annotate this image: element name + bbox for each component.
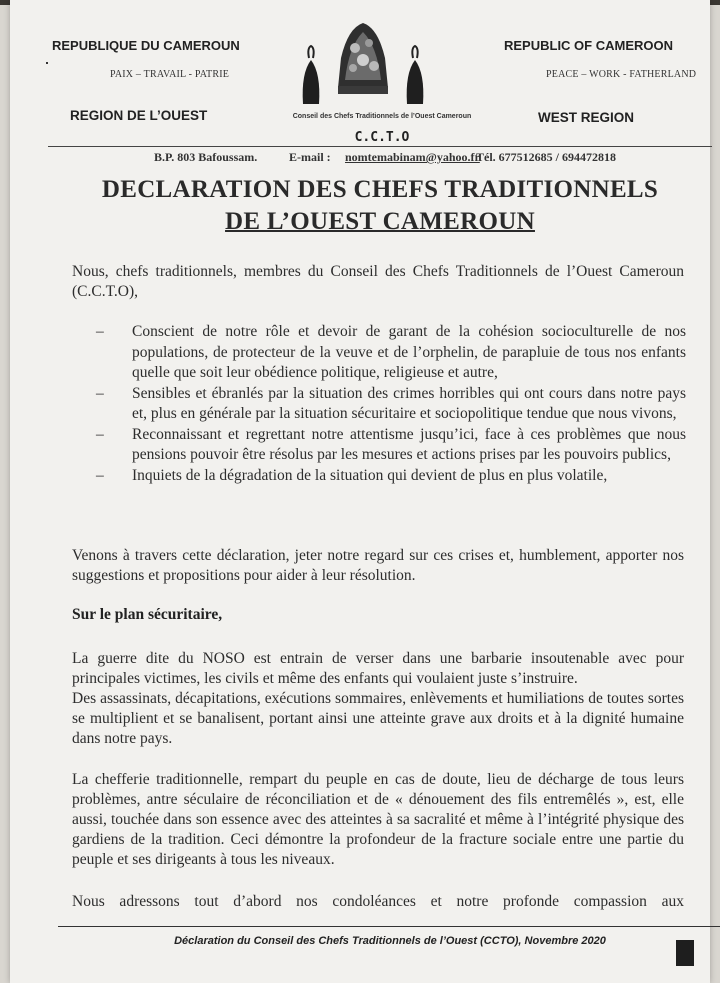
bullet-dash: – — [96, 425, 104, 443]
footer-divider — [58, 926, 720, 927]
list-item-text: Inquiets de la dégradation de la situation qui devient de plus en plus volatile, — [132, 466, 608, 484]
left-motto: PAIX – TRAVAIL - PATRIE — [110, 69, 230, 80]
title-line-1: DECLARATION DES CHEFS TRADITIONNELS — [101, 176, 659, 203]
header-divider — [48, 146, 712, 147]
bullet-dash: – — [96, 384, 104, 402]
email-link[interactable]: nomtemabinam@yahoo.fr — [345, 150, 480, 164]
bullet-dash: – — [96, 466, 104, 484]
document-page — [10, 0, 710, 983]
ccto-logo-emblem-icon — [293, 18, 433, 118]
phone: Tél. 677512685 / 694472818 — [476, 150, 616, 164]
corner-mark — [676, 940, 694, 966]
paragraph-venons: Venons à travers cette déclaration, jeter notre regard sur ces crises et, humblement, apporter nos suggestions et propositions pour aider à leur résolution. — [72, 547, 684, 584]
intro-paragraph: Nous, chefs traditionnels, membres du Conseil des Chefs Traditionnels de l’Ouest Cameroun (C.C.T.O), — [72, 263, 684, 300]
paragraph-chefferie: La chefferie traditionnelle, rempart du peuple en cas de doute, lieu de décharge de tous leurs problèmes, antre séculaire de réconciliation et de « dénouement des fils entremêlés », est, elle aussi, touchée dans son essence avec des atteintes à sa sacralité et même à l’intégrité physique des gardiens de la tradition. Ceci démontre la profondeur de la fracture sociale entre une partie du peuple et ses dirigeants à tous les niveaux. — [72, 771, 684, 868]
right-motto: PEACE – WORK - FATHERLAND — [546, 69, 697, 80]
list-item-text: Conscient de notre rôle et devoir de garant de la cohésion socioculturelle de nos populations, de protecteur de la veuve et de l’orphelin, de parapluie de tous nos enfants quelle que soit leur obédience politique, religieuse et autre, — [132, 323, 686, 381]
list-item — [96, 466, 686, 487]
acronym: C.C.T.O — [354, 130, 410, 145]
left-country: REPUBLIQUE DU CAMEROUN — [52, 38, 240, 53]
footer-text: Déclaration du Conseil des Chefs Traditionnels de l’Ouest (CCTO), Novembre 2020 — [174, 935, 606, 947]
right-region: WEST REGION — [538, 110, 635, 125]
email-label: E-mail : — [289, 150, 331, 164]
list-item-text: Sensibles et ébranlés par la situation des crimes horribles qui ont cours dans notre pays et, plus en générale par la situation sécuritaire et sociopolitique tendue que nous vivons, — [132, 384, 686, 422]
list-item — [96, 322, 686, 384]
right-country: REPUBLIC OF CAMEROON — [504, 38, 673, 53]
title-line-2: DE L’OUEST CAMEROUN — [225, 208, 535, 235]
paragraph-assassinats: Des assassinats, décapitations, exécutions sommaires, enlèvements et humiliations de toutes sortes se multiplient et se banalisent, portant ainsi une atteinte grave aux droits et à la dignité humaine dans notre pays. — [72, 690, 684, 747]
paragraph-last: Nous adressons tout d’abord nos condoléances et notre profonde compassion aux — [72, 893, 684, 910]
paragraph-noso: La guerre dite du NOSO est entrain de verser dans une barbarie insoutenable avec pour principales victimes, les civils et même des enfants qui voulaient juste s’instruire. — [72, 650, 684, 687]
considerations-list — [96, 322, 686, 486]
bullet-dash: – — [96, 323, 104, 340]
address: B.P. 803 Bafoussam. — [154, 150, 258, 164]
council-name: Conseil des Chefs Traditionnels de l’Ouest Cameroun — [292, 113, 472, 120]
speck — [46, 62, 48, 64]
section-heading-securitaire: Sur le plan sécuritaire, — [72, 606, 223, 623]
list-item — [96, 425, 686, 466]
left-region: REGION DE L’OUEST — [70, 108, 208, 123]
list-item — [96, 384, 686, 425]
list-item-text: Reconnaissant et regrettant notre attentisme jusqu’ici, face à ces problèmes que nous pensions pouvoir être résolus par les mesures et actions prises par les pouvoirs publics, — [132, 425, 686, 463]
